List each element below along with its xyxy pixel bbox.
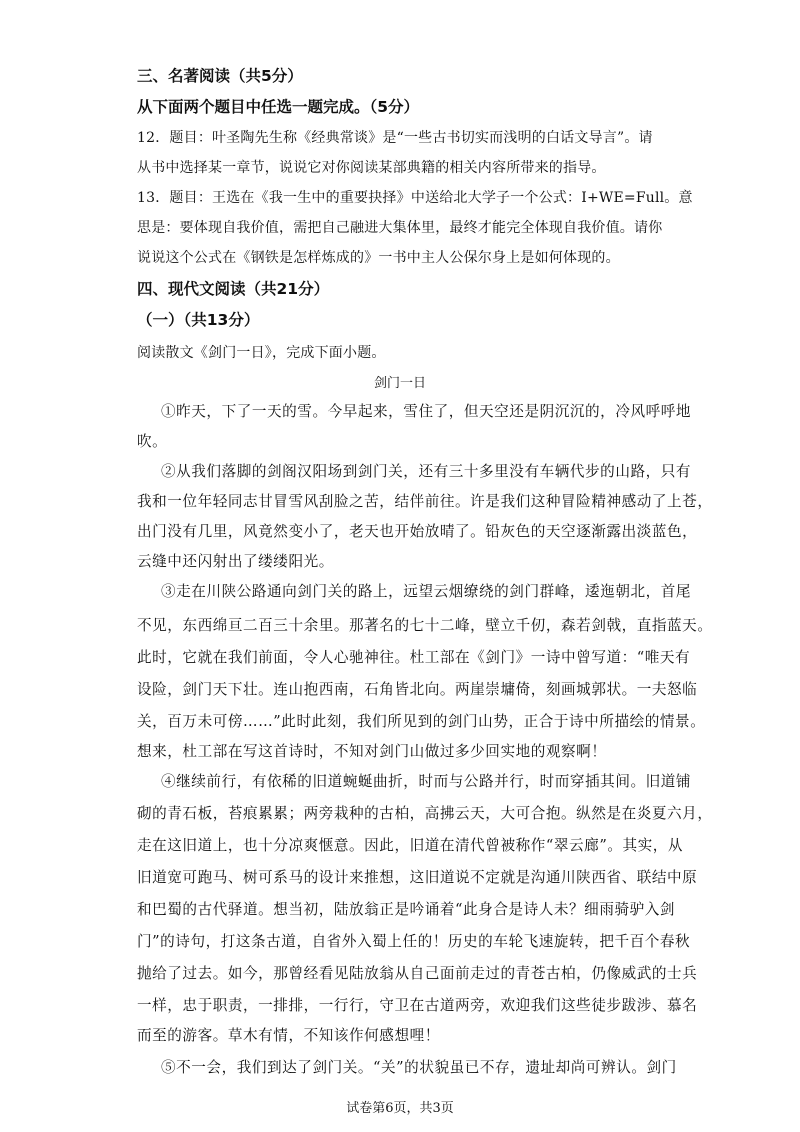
essay-line: 设险，剑门天下壮。连山抱西南，石角皆北向。两崖崇墉倚，刻画城郭状。一夫怒临 bbox=[137, 681, 698, 698]
essay-line: 吹。 bbox=[137, 433, 168, 450]
essay-line: 不见，东西绵亘二百三十余里。那著名的七十二峰，壁立千仞，森若剑戟，直指蓝天。 bbox=[137, 617, 713, 634]
essay-line: 关，百万未可傍……”此时此刻，我们所见到的剑门山势，正合于诗中所描绘的情景。 bbox=[137, 713, 706, 730]
essay-line: 门”的诗句，打这条古道，自省外入蜀上任的！历史的车轮飞速旋转，把千百个春秋 bbox=[137, 933, 691, 950]
page-footer: 试卷第6页，共3页 bbox=[346, 1101, 454, 1116]
question-13-line-1: 13．题目：王选在《我一生中的重要抉择》中送给北大学子一个公式：I+WE=Full。意 bbox=[137, 190, 693, 206]
essay-line: ④继续前行，有依稀的旧道蜿蜒曲折，时而与公路并行，时而穿插其间。旧道铺 bbox=[161, 773, 692, 790]
section3-title: 三、名著阅读（共5分） bbox=[137, 67, 303, 85]
essay-line: 而至的游客。草木有情，不知该作何感想哩！ bbox=[137, 1027, 440, 1044]
essay-line: ⑤不一会，我们到达了剑门关。“关”的状貌虽已不存，遗址却尚可辨认。剑门 bbox=[161, 1059, 677, 1076]
essay-line: 出门没有几里，风竟然变小了，老天也开始放晴了。铅灰色的天空逐渐露出淡蓝色， bbox=[137, 523, 698, 540]
essay-line: 此时，它就在我们前面，令人心驰神往。杜工部在《剑门》一诗中曾写道：“唯天有 bbox=[137, 649, 691, 666]
essay-line: 走在这旧道上，也十分凉爽惬意。因此，旧道在清代曾被称作“翠云廊”。其实，从 bbox=[137, 837, 684, 854]
essay-line: 我和一位年轻同志甘冒雪风刮脸之苦，结伴前往。许是我们这种冒险精神感动了上苍， bbox=[137, 493, 713, 510]
essay-line: ②从我们落脚的剑阁汉阳场到剑门关，还有三十多里没有车辆代步的山路，只有 bbox=[161, 463, 692, 480]
section4-subtitle: （一）（共13分） bbox=[137, 311, 260, 329]
question-12-line-1: 12．题目：叶圣陶先生称《经典常谈》是“一些古书切实而浅明的白话文导言”。请 bbox=[137, 130, 653, 146]
section3-instruction: 从下面两个题目中任选一题完成。（5分） bbox=[137, 98, 420, 116]
essay-title: 剑门一日 bbox=[373, 376, 426, 391]
essay-line: 一样，忠于职责，一排排，一行行，守卫在古道两旁，欢迎我们这些徒步跋涉、慕名 bbox=[137, 997, 698, 1014]
question-12-line-2: 从书中选择某一章节，说说它对你阅读某部典籍的相关内容所带来的指导。 bbox=[137, 160, 606, 176]
essay-line: ③走在川陕公路通向剑门关的路上，远望云烟缭绕的剑门群峰，逶迤朝北，首尾 bbox=[161, 583, 692, 600]
essay-line: 云缝中还闪射出了缕缕阳光。 bbox=[137, 553, 334, 570]
question-13-line-2: 思是：要体现自我价值，需把自己融进大集体里，最终才能完全体现自我价值。请你 bbox=[137, 220, 663, 236]
reading-intro: 阅读散文《剑门一日》，完成下面小题。 bbox=[137, 345, 386, 361]
section4-title: 四、现代文阅读（共21分） bbox=[137, 280, 330, 298]
essay-line: 想来，杜工部在写这首诗时，不知对剑门山做过多少回实地的观察啊！ bbox=[137, 743, 607, 760]
essay-line: ①昨天，下了一天的雪。今早起来，雪住了，但天空还是阴沉沉的，冷风呼呼地 bbox=[161, 403, 692, 420]
essay-line: 旧道宽可跑马、树可系马的设计来推想，这旧道说不定就是沟通川陕西省、联结中原 bbox=[137, 869, 698, 886]
question-13-line-3: 说说这个公式在《钢铁是怎样炼成的》一书中主人公保尔身上是如何体现的。 bbox=[137, 250, 620, 266]
essay-line: 砌的青石板，苔痕累累；两旁栽种的古柏，高拂云天，大可合抱。纵然是在炎夏六月， bbox=[137, 805, 713, 822]
essay-line: 抛给了过去。如今，那曾经看见陆放翁从自己面前走过的青苍古柏，仍像威武的士兵 bbox=[137, 965, 698, 982]
essay-line: 和巴蜀的古代驿道。想当初，陆放翁正是吟诵着“此身合是诗人未？细雨骑驴入剑 bbox=[137, 901, 676, 918]
